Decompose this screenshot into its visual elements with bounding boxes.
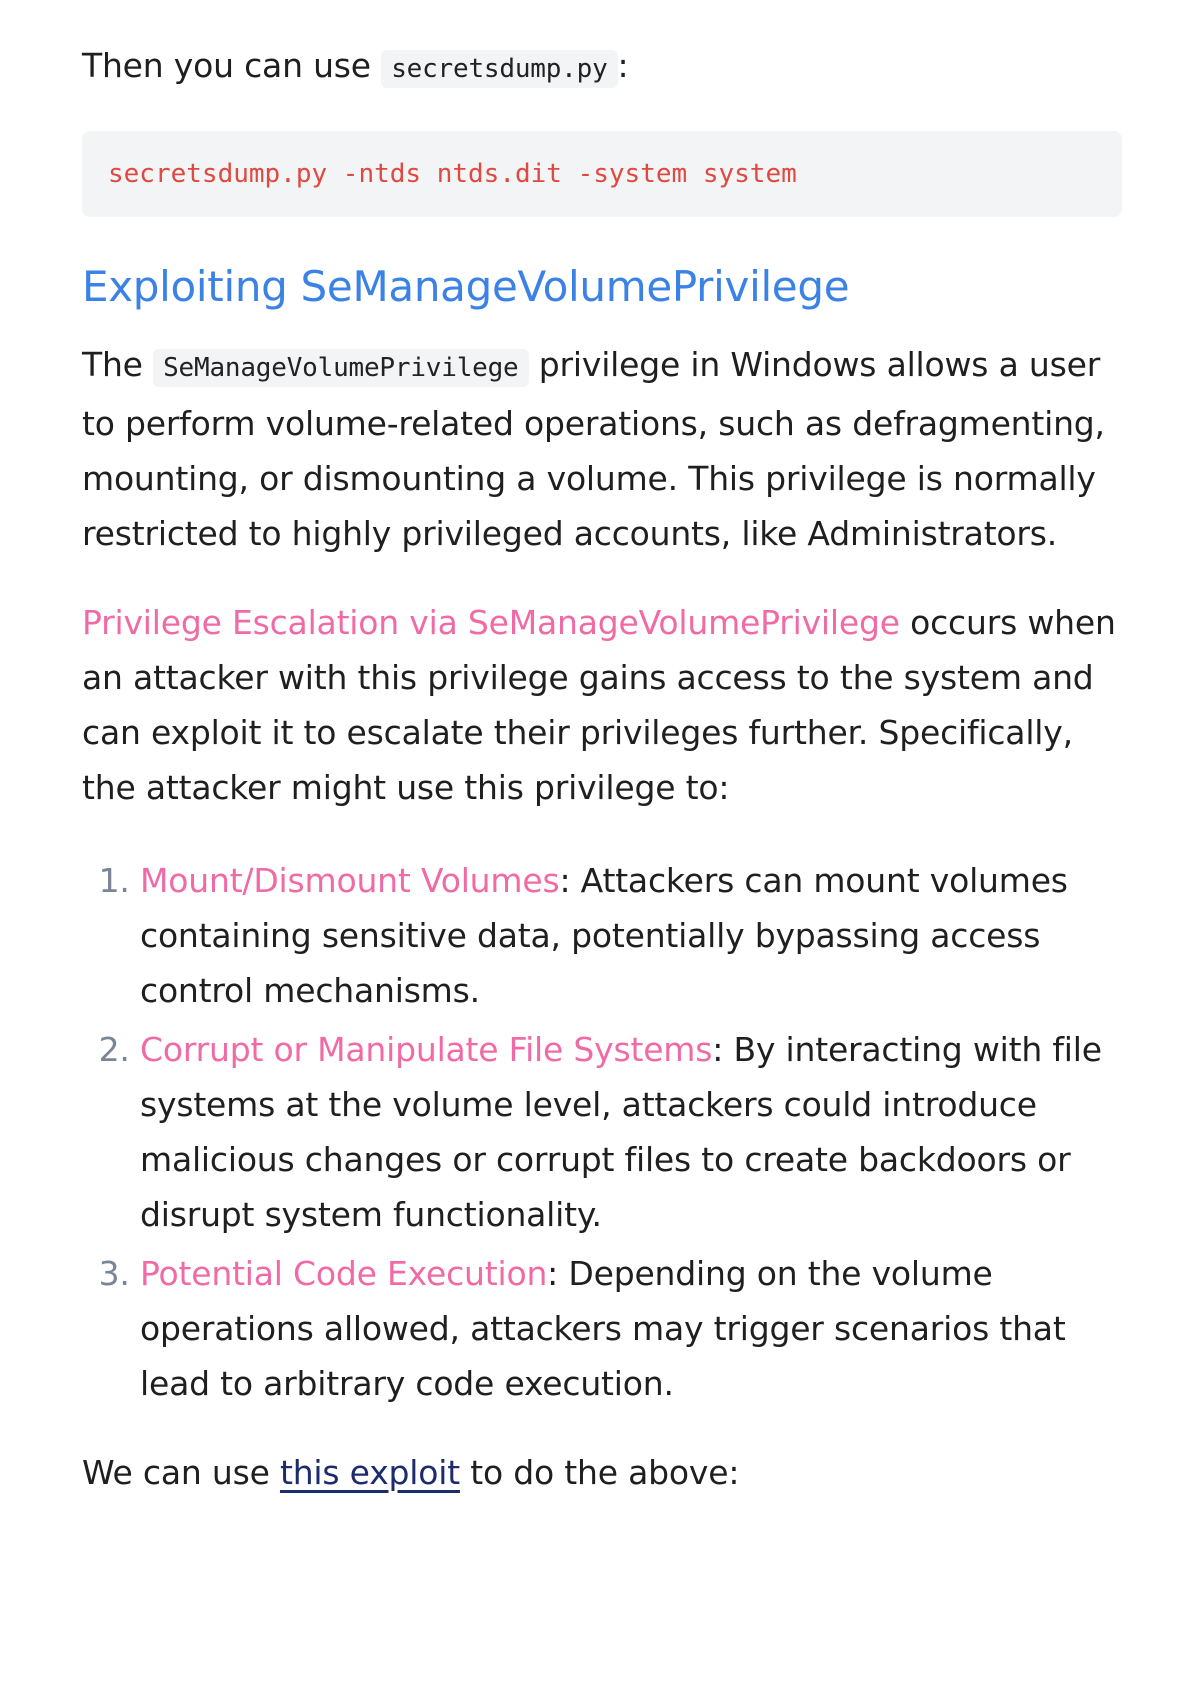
list-item-text: : By interacting with file systems at the volume level, attackers could introduce malicious changes or corrupt files to create backdoors or disrupt system functionality. — [140, 1030, 1102, 1234]
paragraph1-text-before: The — [82, 345, 154, 384]
exploit-link[interactable]: this exploit — [279, 1453, 460, 1492]
list-item-title: Corrupt or Manipulate File Systems — [140, 1030, 713, 1069]
article-content — [82, 32, 1122, 1500]
list-item — [140, 1246, 1122, 1411]
list-item-text: : Depending on the volume operations allowed, attackers may trigger scenarios that lead to arbitrary code execution. — [140, 1254, 1066, 1403]
section-heading: Exploiting SeManageVolumePrivilege — [82, 262, 850, 311]
escalation-highlight: Privilege Escalation via SeManageVolumePrivilege — [82, 603, 900, 642]
list-item — [140, 1022, 1122, 1242]
code-command: secretsdump.py -ntds ntds.dit -system system — [108, 159, 797, 189]
inline-code-privilege: SeManageVolumePrivilege — [153, 349, 528, 387]
exploit-text-before: We can use — [82, 1453, 280, 1492]
escalation-text: occurs when an attacker with this privilege gains access to the system and can exploit it to escalate their privileges further. Specifically, the attacker might use this privilege to: — [82, 603, 1116, 807]
paragraph1-text-after: privilege in Windows allows a user to perform volume-related operations, such as defragmenting, mounting, or dismounting a volume. This privilege is normally restricted to highly privileged accounts, like Administrators. — [82, 345, 1105, 553]
list-item-title: Mount/Dismount Volumes — [140, 861, 560, 900]
list-item — [140, 853, 1122, 1018]
list-item-title: Potential Code Execution — [140, 1254, 548, 1293]
exploit-text-after: to do the above: — [459, 1453, 740, 1492]
paragraph-escalation — [82, 595, 1122, 815]
intro-paragraph — [82, 38, 1122, 97]
paragraph-privilege-description — [82, 337, 1122, 561]
code-block[interactable] — [82, 131, 1122, 217]
attack-list — [82, 853, 1122, 1411]
list-item-text: : Attackers can mount volumes containing sensitive data, potentially bypassing access control mechanisms. — [140, 861, 1068, 1010]
paragraph-exploit — [82, 1445, 1122, 1500]
intro-colon: : — [617, 46, 629, 85]
intro-text: Then you can use — [82, 46, 382, 85]
inline-code-secretsdump: secretsdump.py — [381, 50, 617, 88]
